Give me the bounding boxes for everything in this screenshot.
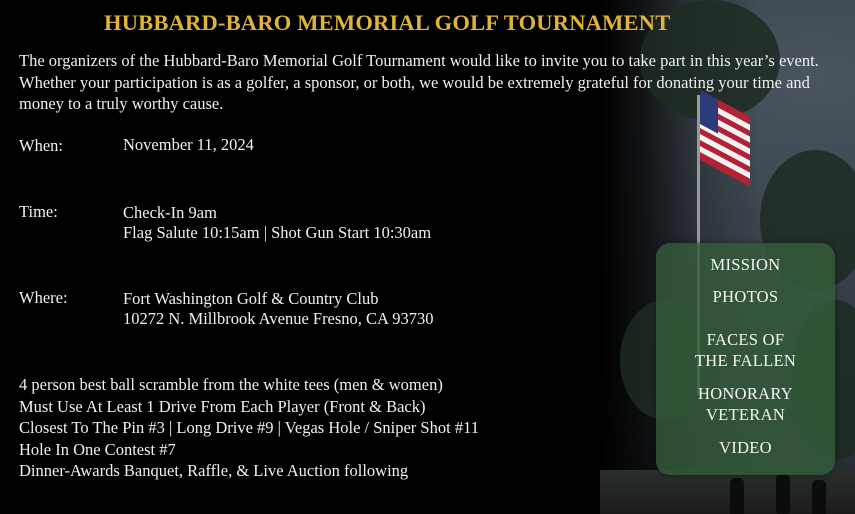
menu-link-faces-line1: FACES OF — [706, 330, 785, 349]
where-label: Where: — [19, 288, 68, 307]
menu-link-honorary-line2: VETERAN — [705, 405, 786, 424]
menu-link-faces-line2: THE FALLEN — [694, 351, 797, 370]
when-value: November 11, 2024 — [123, 135, 254, 154]
side-menu — [656, 243, 835, 475]
menu-link-faces-of-the-fallen[interactable] — [656, 329, 835, 371]
when-label: When: — [19, 136, 63, 155]
menu-link-honorary-veteran[interactable] — [656, 383, 835, 425]
time-label: Time: — [19, 202, 58, 221]
page-title: HUBBARD-BARO MEMORIAL GOLF TOURNAMENT — [104, 10, 671, 35]
event-details — [19, 374, 479, 482]
detail-item: Dinner-Awards Banquet, Raffle, & Live Auction following — [19, 461, 409, 480]
menu-link-honorary-line1: HONORARY — [698, 384, 793, 403]
menu-link-video[interactable]: VIDEO — [719, 438, 772, 457]
intro-paragraph: The organizers of the Hubbard-Baro Memorial Golf Tournament would like to invite you to take part in this year’s event. Whether your participation is as a golfer, a sponsor, or both, we would be extremely grateful for donating your time and money to a truly worthy cause. — [19, 51, 819, 113]
time-checkin: Check-In 9am — [123, 203, 217, 222]
detail-item: Closest To The Pin #3 | Long Drive #9 | Vegas Hole / Sniper Shot #11 — [19, 418, 479, 437]
time-schedule: Flag Salute 10:15am | Shot Gun Start 10:30am — [123, 223, 432, 242]
detail-item: 4 person best ball scramble from the white tees (men & women) — [19, 375, 443, 394]
where-address: 10272 N. Millbrook Avenue Fresno, CA 93730 — [123, 309, 434, 328]
detail-item: Hole In One Contest #7 — [19, 439, 176, 459]
menu-link-photos[interactable]: PHOTOS — [712, 287, 779, 306]
where-venue: Fort Washington Golf & Country Club — [123, 289, 379, 308]
detail-item: Must Use At Least 1 Drive From Each Player (Front & Back) — [19, 396, 426, 416]
menu-link-mission[interactable]: MISSION — [710, 255, 781, 274]
